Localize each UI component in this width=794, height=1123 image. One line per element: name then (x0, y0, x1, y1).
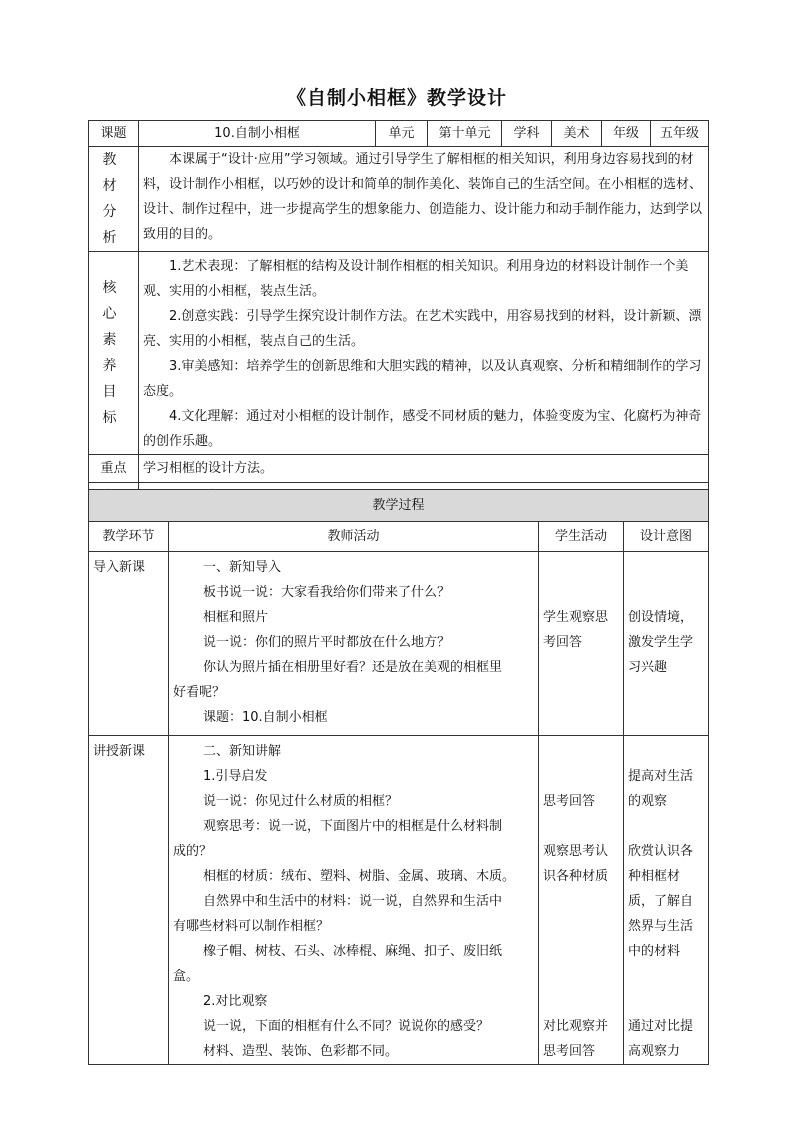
teacher-line: 1.引导启发 (203, 769, 268, 784)
goal-item: 3.审美感知：培养学生的创新思维和大胆实践的精神，以及认真观察、分析和精细制作的学习态度。 (143, 359, 702, 399)
teacher-line: 说一说：你们的照片平时都放在什么地方？ (203, 635, 451, 650)
design-intent: 欣赏认识各种相框材质，了解自然界与生活中的材料 (628, 844, 694, 959)
column-header: 教师活动 (169, 522, 539, 552)
analysis-label-line: 分 析 (102, 204, 125, 246)
column-header: 设计意图 (624, 522, 709, 552)
grade-label: 年级 (602, 121, 651, 147)
intro-student: 学生观察思考回答 (539, 552, 624, 736)
teach-stage: 讲授新课 (89, 736, 169, 1065)
lesson-label: 课题 (89, 121, 139, 147)
design-intent: 提高对生活的观察 (628, 769, 694, 809)
subject-label: 学科 (502, 121, 552, 147)
teacher-line: 相框的材质：绒布、塑料、树脂、金属、玻璃、木质。 (203, 869, 516, 884)
goal-item: 1.艺术表现：了解相框的结构及设计制作相框的相关知识。利用身边的材料设计制作一个美观、实用的小相框，装点生活。 (143, 259, 689, 299)
process-table (88, 489, 709, 1065)
goal-item: 4.文化理解：通过对小相框的设计制作，感受不同材质的魅力，体验变废为宝、化腐朽为神奇的创作乐趣。 (143, 409, 702, 449)
info-table (88, 120, 709, 511)
student-activity: 思考回答 (543, 794, 596, 809)
analysis-label-line: 教 材 (102, 152, 125, 194)
goals-label-line: 核 心 (102, 280, 125, 322)
lesson-value: 10.自制小相框 (139, 121, 376, 147)
teacher-line: 板书说一说：大家看我给你们带来了什么？ (203, 585, 451, 600)
intro-intent: 创设情境，激发学生学习兴趣 (624, 552, 709, 736)
process-header: 教学过程 (89, 490, 709, 522)
teacher-line: 材料、造型、装饰、色彩都不同。 (203, 1044, 399, 1059)
column-header: 学生活动 (539, 522, 624, 552)
teacher-line: 观察思考：说一说，下面图片中的相框是什么材料制 (203, 819, 503, 834)
teacher-line: 一、新知导入 (203, 560, 282, 575)
student-activity: 对比观察并思考回答 (543, 1019, 609, 1059)
document-title: 《自制小相框》教学设计 (286, 87, 507, 109)
analysis-cell (139, 147, 709, 252)
teacher-line: 有哪些材料可以制作相框？ (173, 919, 330, 934)
key-point-label: 重点 (89, 455, 139, 483)
teacher-line: 说一说，下面的相框有什么不同？说说你的感受？ (203, 1019, 490, 1034)
key-point-text: 学习相框的设计方法。 (139, 455, 709, 483)
unit-label: 单元 (376, 121, 428, 147)
teacher-line: 盒。 (173, 969, 200, 984)
design-intent: 通过对比提高观察力 (628, 1019, 694, 1059)
teacher-line: 好看呢？ (173, 685, 226, 700)
teacher-line: 你认为照片插在相册里好看？还是放在美观的相框里 (203, 660, 503, 675)
intro-stage: 导入新课 (89, 552, 169, 736)
goals-cell (139, 252, 709, 455)
teach-intent-cell (624, 736, 709, 1065)
column-header: 教学环节 (89, 522, 169, 552)
grade-value: 五年级 (651, 121, 709, 147)
teacher-line: 成的？ (173, 844, 213, 859)
goal-item: 2.创意实践：引导学生探究设计制作方法。在艺术实践中，用容易找到的材料，设计新颖、漂亮、实用的小相框，装点自己的生活。 (143, 309, 702, 349)
goals-label-line: 目 标 (102, 384, 125, 426)
teach-teacher-cell (169, 736, 539, 1065)
analysis-text: 本课属于“设计·应用”学习领域。通过引导学生了解相框的相关知识，利用身边容易找到的材料，设计制作小相框，以巧妙的设计和简单的制作美化、装饰自己的生活空间。在小相框的选材、设计、制作过程中，进一步提高学生的想象能力、创造能力、设计能力和动手制作能力，达到学以致用的目的。 (143, 152, 703, 242)
analysis-label (89, 147, 139, 252)
teacher-line: 橡子帽、树枝、石头、冰棒棍、麻绳、扣子、废旧纸 (203, 944, 503, 959)
teacher-line: 自然界中和生活中的材料：说一说，自然界和生活中 (203, 894, 503, 909)
teacher-line: 2.对比观察 (203, 994, 268, 1009)
intro-teacher-cell (169, 552, 539, 736)
student-activity: 观察思考认识各种材质 (543, 844, 609, 884)
teacher-line: 课题：10.自制小相框 (203, 710, 328, 725)
goals-label (89, 252, 139, 455)
teach-student-cell (539, 736, 624, 1065)
goals-label-line: 素 养 (102, 332, 125, 374)
teacher-line: 相框和照片 (203, 610, 269, 625)
teacher-line: 二、新知讲解 (203, 744, 282, 759)
subject-value: 美术 (552, 121, 602, 147)
unit-value: 第十单元 (428, 121, 502, 147)
teacher-line: 说一说：你见过什么材质的相框？ (203, 794, 399, 809)
